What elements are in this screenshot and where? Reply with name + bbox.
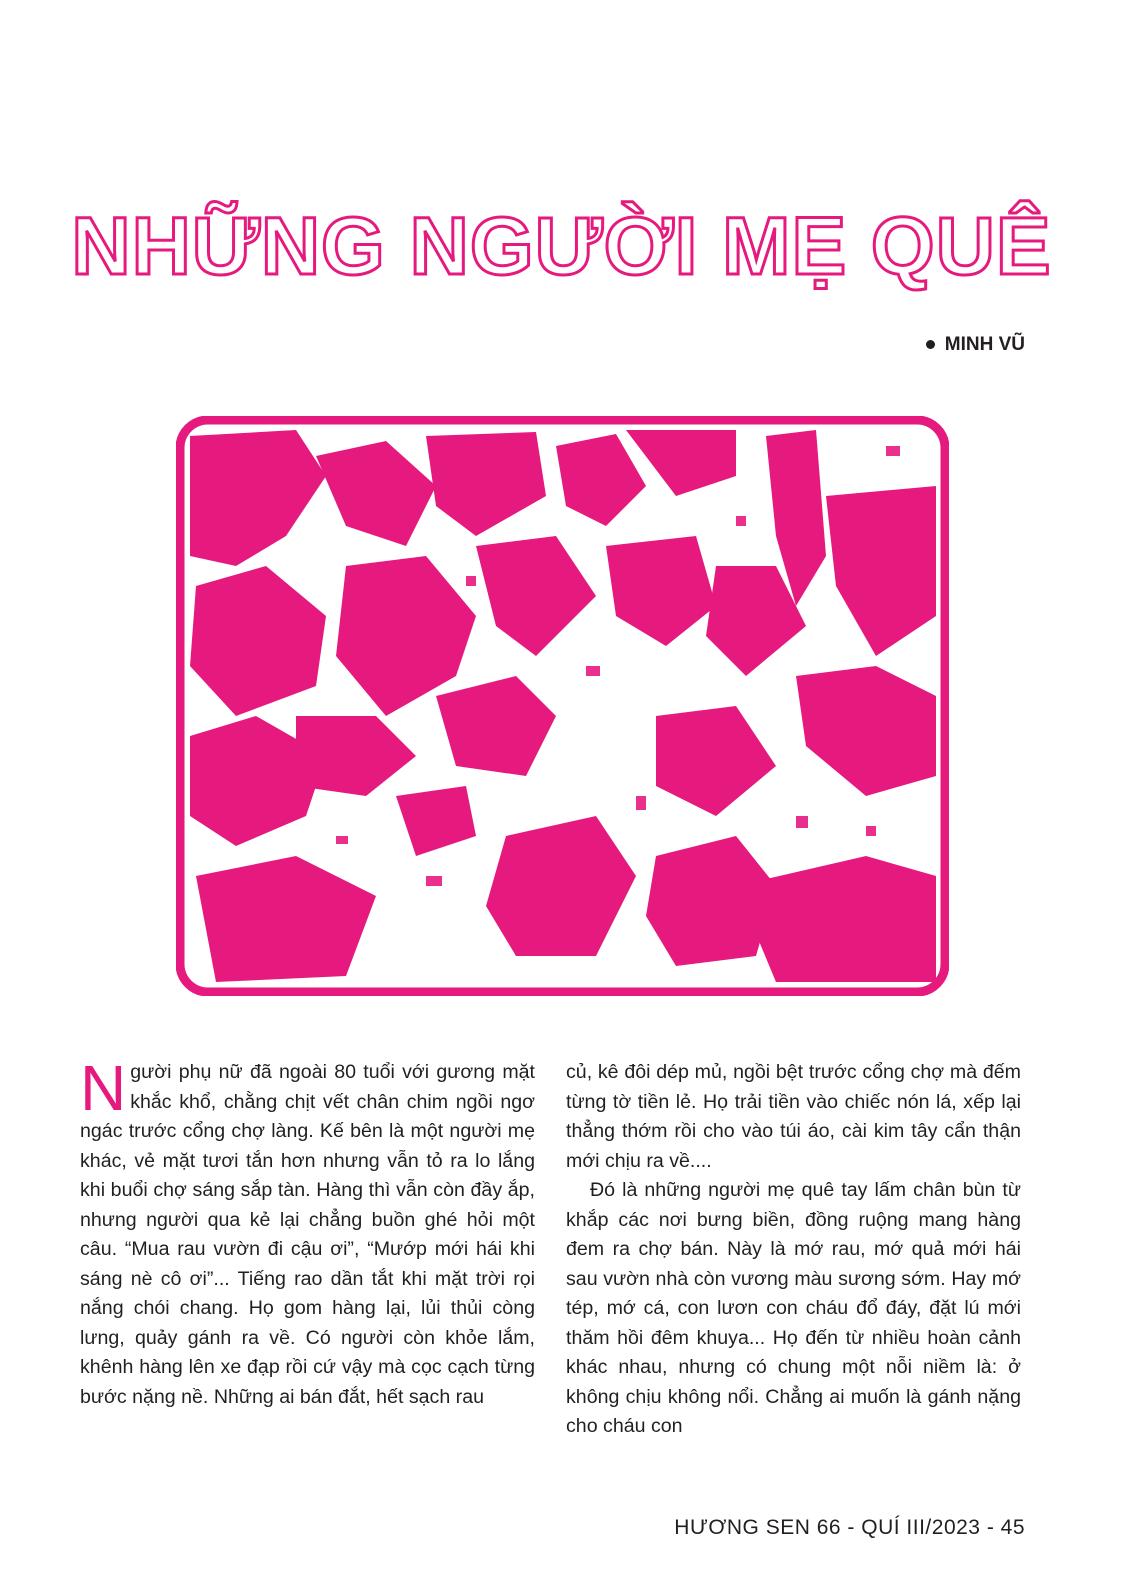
text-column-right: [566, 1058, 1021, 1442]
bullet-icon: [926, 340, 935, 349]
page-footer: HƯƠNG SEN 66 - QUÍ III/2023 - 45: [674, 1516, 1025, 1539]
paragraph-intro-text: gười phụ nữ đã ngoài 80 tuổi với gương mặt khắc khổ, chằng chịt vết chân chim ngồi ngơ ngác trước cổng chợ làng. Kế bên là một người mẹ khác, vẻ mặt tươi tắn hơn nhưng vẫn tỏ ra lo lắng khi buổi chợ sáng sắp tàn. Hàng thì vẫn còn đầy ắp, nhưng người qua kẻ lại chẳng buồn ghé hỏi một câu. “Mua rau vườn đi cậu ơi”, “Mướp mới hái khi sáng nè cô ơi”... Tiếng rao dần tắt khi mặt trời rọi nắng chói chang. Họ gom hàng lại, lủi thủi còng lưng, quảy gánh ra về. Có người còn khỏe lắm, khênh hàng lên xe đạp rồi cứ vậy mà cọc cạch từng bước nặng nề. Những ai bán đắt, hết sạch rau: [80, 1061, 535, 1408]
author-name: MINH VŨ: [944, 334, 1025, 355]
article-title: NHỮNG NGƯỜI MẸ QUÊ: [71, 201, 1052, 292]
paragraph-second: Đó là những người mẹ quê tay lấm chân bùn từ khắp các nơi bưng biền, đồng ruộng mang hàng đem ra chợ bán. Này là mớ rau, mớ quả mới hái sau vườn nhà còn vương màu sương sớm. Hay mớ tép, mớ cá, con lươn con cháu đổ đáy, đặt lú mới thăm hồi đêm khuya... Họ đến từ nhiều hoàn cảnh khác nhau, nhưng có chung một nỗi niềm là: ở không chịu không nổi. Chẳng ai muốn là gánh nặng cho cháu con: [566, 1179, 1021, 1437]
paragraph-continued: củ, kê đôi dép mủ, ngồi bệt trước cổng chợ mà đếm từng tờ tiền lẻ. Họ trải tiền vào chiếc nón lá, xếp lại thẳng thớm rồi cho vào túi áo, cài kim tây cẩn thận mới chịu ra về....: [566, 1061, 1021, 1172]
drop-cap: N: [80, 1052, 127, 1124]
author-byline: [926, 334, 1025, 356]
text-column-left: [80, 1052, 535, 1412]
paragraph-intro: [80, 1052, 535, 1412]
photo-illustration: [176, 416, 949, 996]
market-photo: [176, 416, 949, 996]
